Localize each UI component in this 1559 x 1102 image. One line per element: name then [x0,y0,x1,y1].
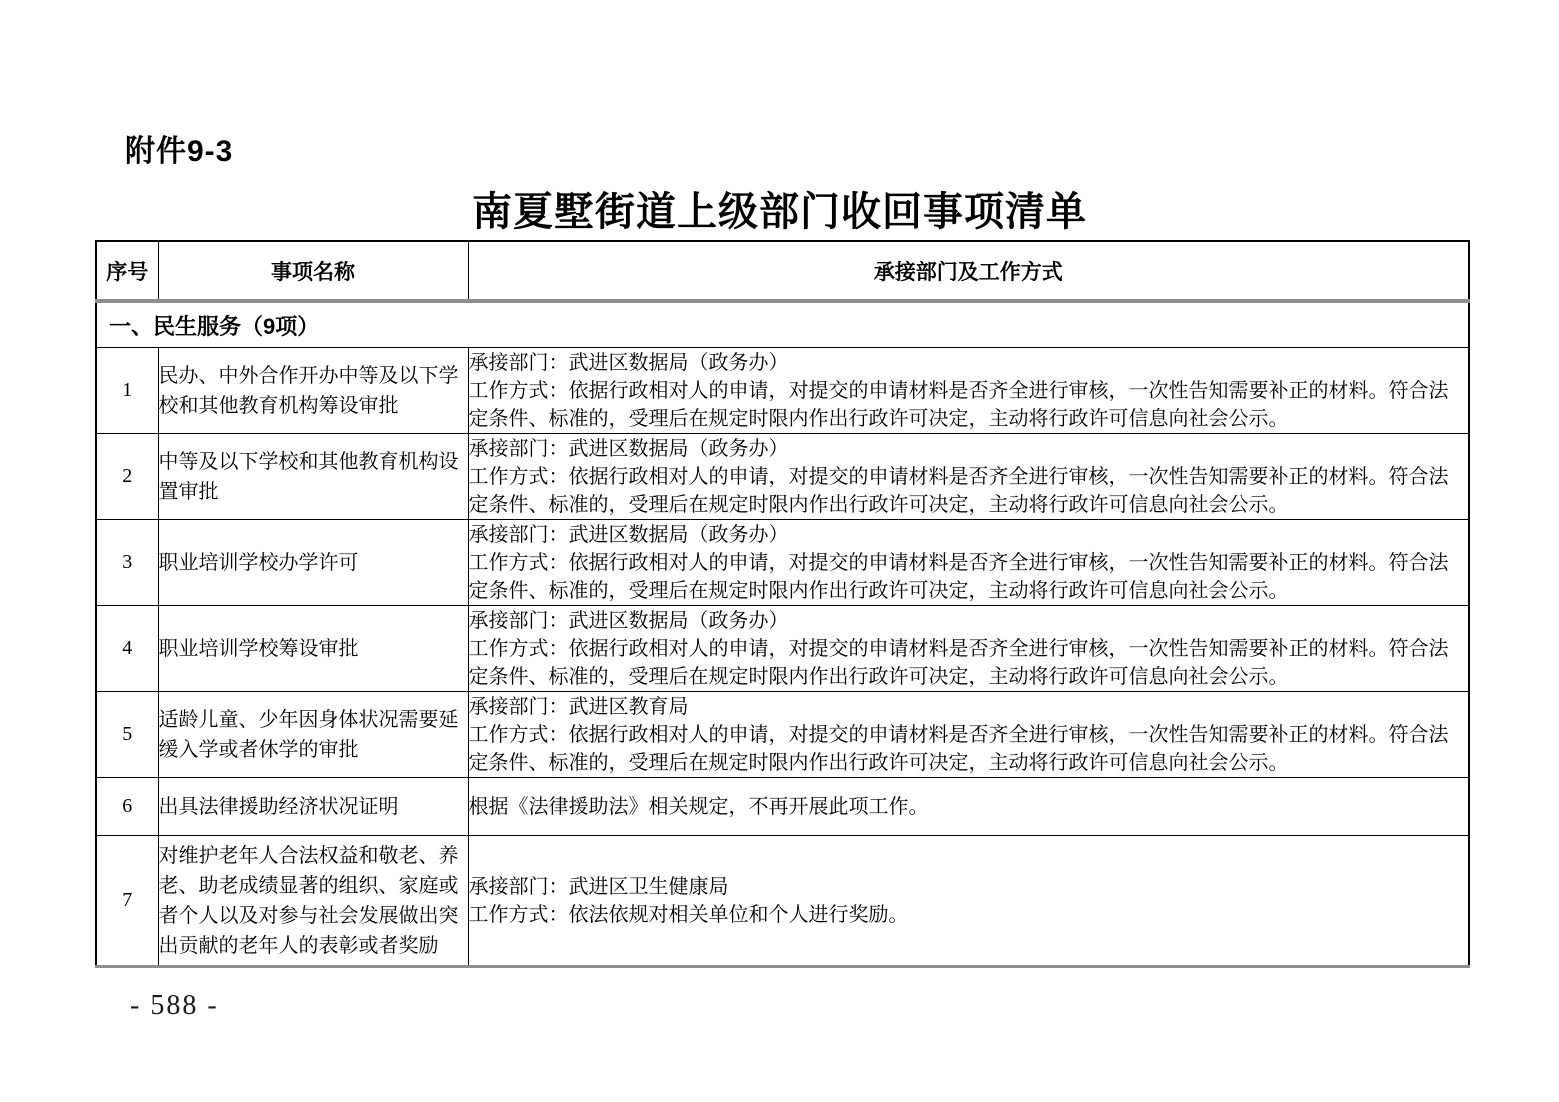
table-row [96,434,1469,520]
header-serial-number: 序号 [96,241,158,301]
table-header-row [96,241,1469,301]
table-row [96,778,1469,836]
detail-line-department: 承接部门：武进区教育局 [468,695,689,718]
table-row [96,348,1469,434]
row-detail [468,836,1469,967]
attachment-label: 附件9-3 [125,135,234,168]
detail-line-method: 工作方式：依据行政相对人的申请，对提交的申请材料是否齐全进行审核，一次性告知需要补正的材料。符合法定条件、标准的，受理后在规定时限内作出行政许可决定，主动将行政许可信息向社会公示。 [468,637,1449,688]
row-serial: 5 [96,692,158,778]
page-title: 南夏墅街道上级部门收回事项清单 [472,190,1087,234]
section-title: 一、民生服务（9项） [96,301,1469,348]
detail-line-method: 工作方式：依据行政相对人的申请，对提交的申请材料是否齐全进行审核，一次性告知需要补正的材料。符合法定条件、标准的，受理后在规定时限内作出行政许可决定，主动将行政许可信息向社会公示。 [468,723,1449,774]
detail-line-method: 工作方式：依据行政相对人的申请，对提交的申请材料是否齐全进行审核，一次性告知需要补正的材料。符合法定条件、标准的，受理后在规定时限内作出行政许可决定，主动将行政许可信息向社会公示。 [468,465,1449,516]
detail-line-method: 工作方式：依法依规对相关单位和个人进行奖励。 [468,903,909,926]
row-item-name: 出具法律援助经济状况证明 [158,778,468,836]
page-number: - 588 - [130,990,219,1021]
row-detail [468,692,1469,778]
detail-line-department: 承接部门：武进区数据局（政务办） [468,523,789,546]
detail-line-department: 承接部门：武进区卫生健康局 [468,875,729,898]
reclaimed-items-table [95,240,1470,968]
row-serial: 1 [96,348,158,434]
detail-line-note: 根据《法律援助法》相关规定，不再开展此项工作。 [468,795,929,818]
row-serial: 6 [96,778,158,836]
detail-line-method: 工作方式：依据行政相对人的申请，对提交的申请材料是否齐全进行审核，一次性告知需要补正的材料。符合法定条件、标准的，受理后在规定时限内作出行政许可决定，主动将行政许可信息向社会公示。 [468,379,1449,430]
table-row [96,692,1469,778]
row-item-name: 适龄儿童、少年因身体状况需要延缓入学或者休学的审批 [158,692,468,778]
row-item-name: 职业培训学校办学许可 [158,520,468,606]
row-serial: 7 [96,836,158,967]
row-detail [468,434,1469,520]
row-serial: 2 [96,434,158,520]
table-row [96,520,1469,606]
detail-line-department: 承接部门：武进区数据局（政务办） [468,351,789,374]
section-header-row [96,301,1469,348]
row-item-name: 职业培训学校筹设审批 [158,606,468,692]
row-detail [468,606,1469,692]
header-item-name: 事项名称 [158,241,468,301]
row-detail [468,348,1469,434]
table-row [96,606,1469,692]
detail-line-department: 承接部门：武进区数据局（政务办） [468,609,789,632]
row-item-name: 对维护老年人合法权益和敬老、养老、助老成绩显著的组织、家庭或者个人以及对参与社会发展做出突出贡献的老年人的表彰或者奖励 [158,836,468,967]
table-row [96,836,1469,967]
header-department-method: 承接部门及工作方式 [468,241,1469,301]
row-serial: 3 [96,520,158,606]
row-serial: 4 [96,606,158,692]
detail-line-method: 工作方式：依据行政相对人的申请，对提交的申请材料是否齐全进行审核，一次性告知需要补正的材料。符合法定条件、标准的，受理后在规定时限内作出行政许可决定，主动将行政许可信息向社会公示。 [468,551,1449,602]
row-item-name: 民办、中外合作开办中等及以下学校和其他教育机构筹设审批 [158,348,468,434]
detail-line-department: 承接部门：武进区数据局（政务办） [468,437,789,460]
row-item-name: 中等及以下学校和其他教育机构设置审批 [158,434,468,520]
row-detail [468,778,1469,836]
row-detail [468,520,1469,606]
